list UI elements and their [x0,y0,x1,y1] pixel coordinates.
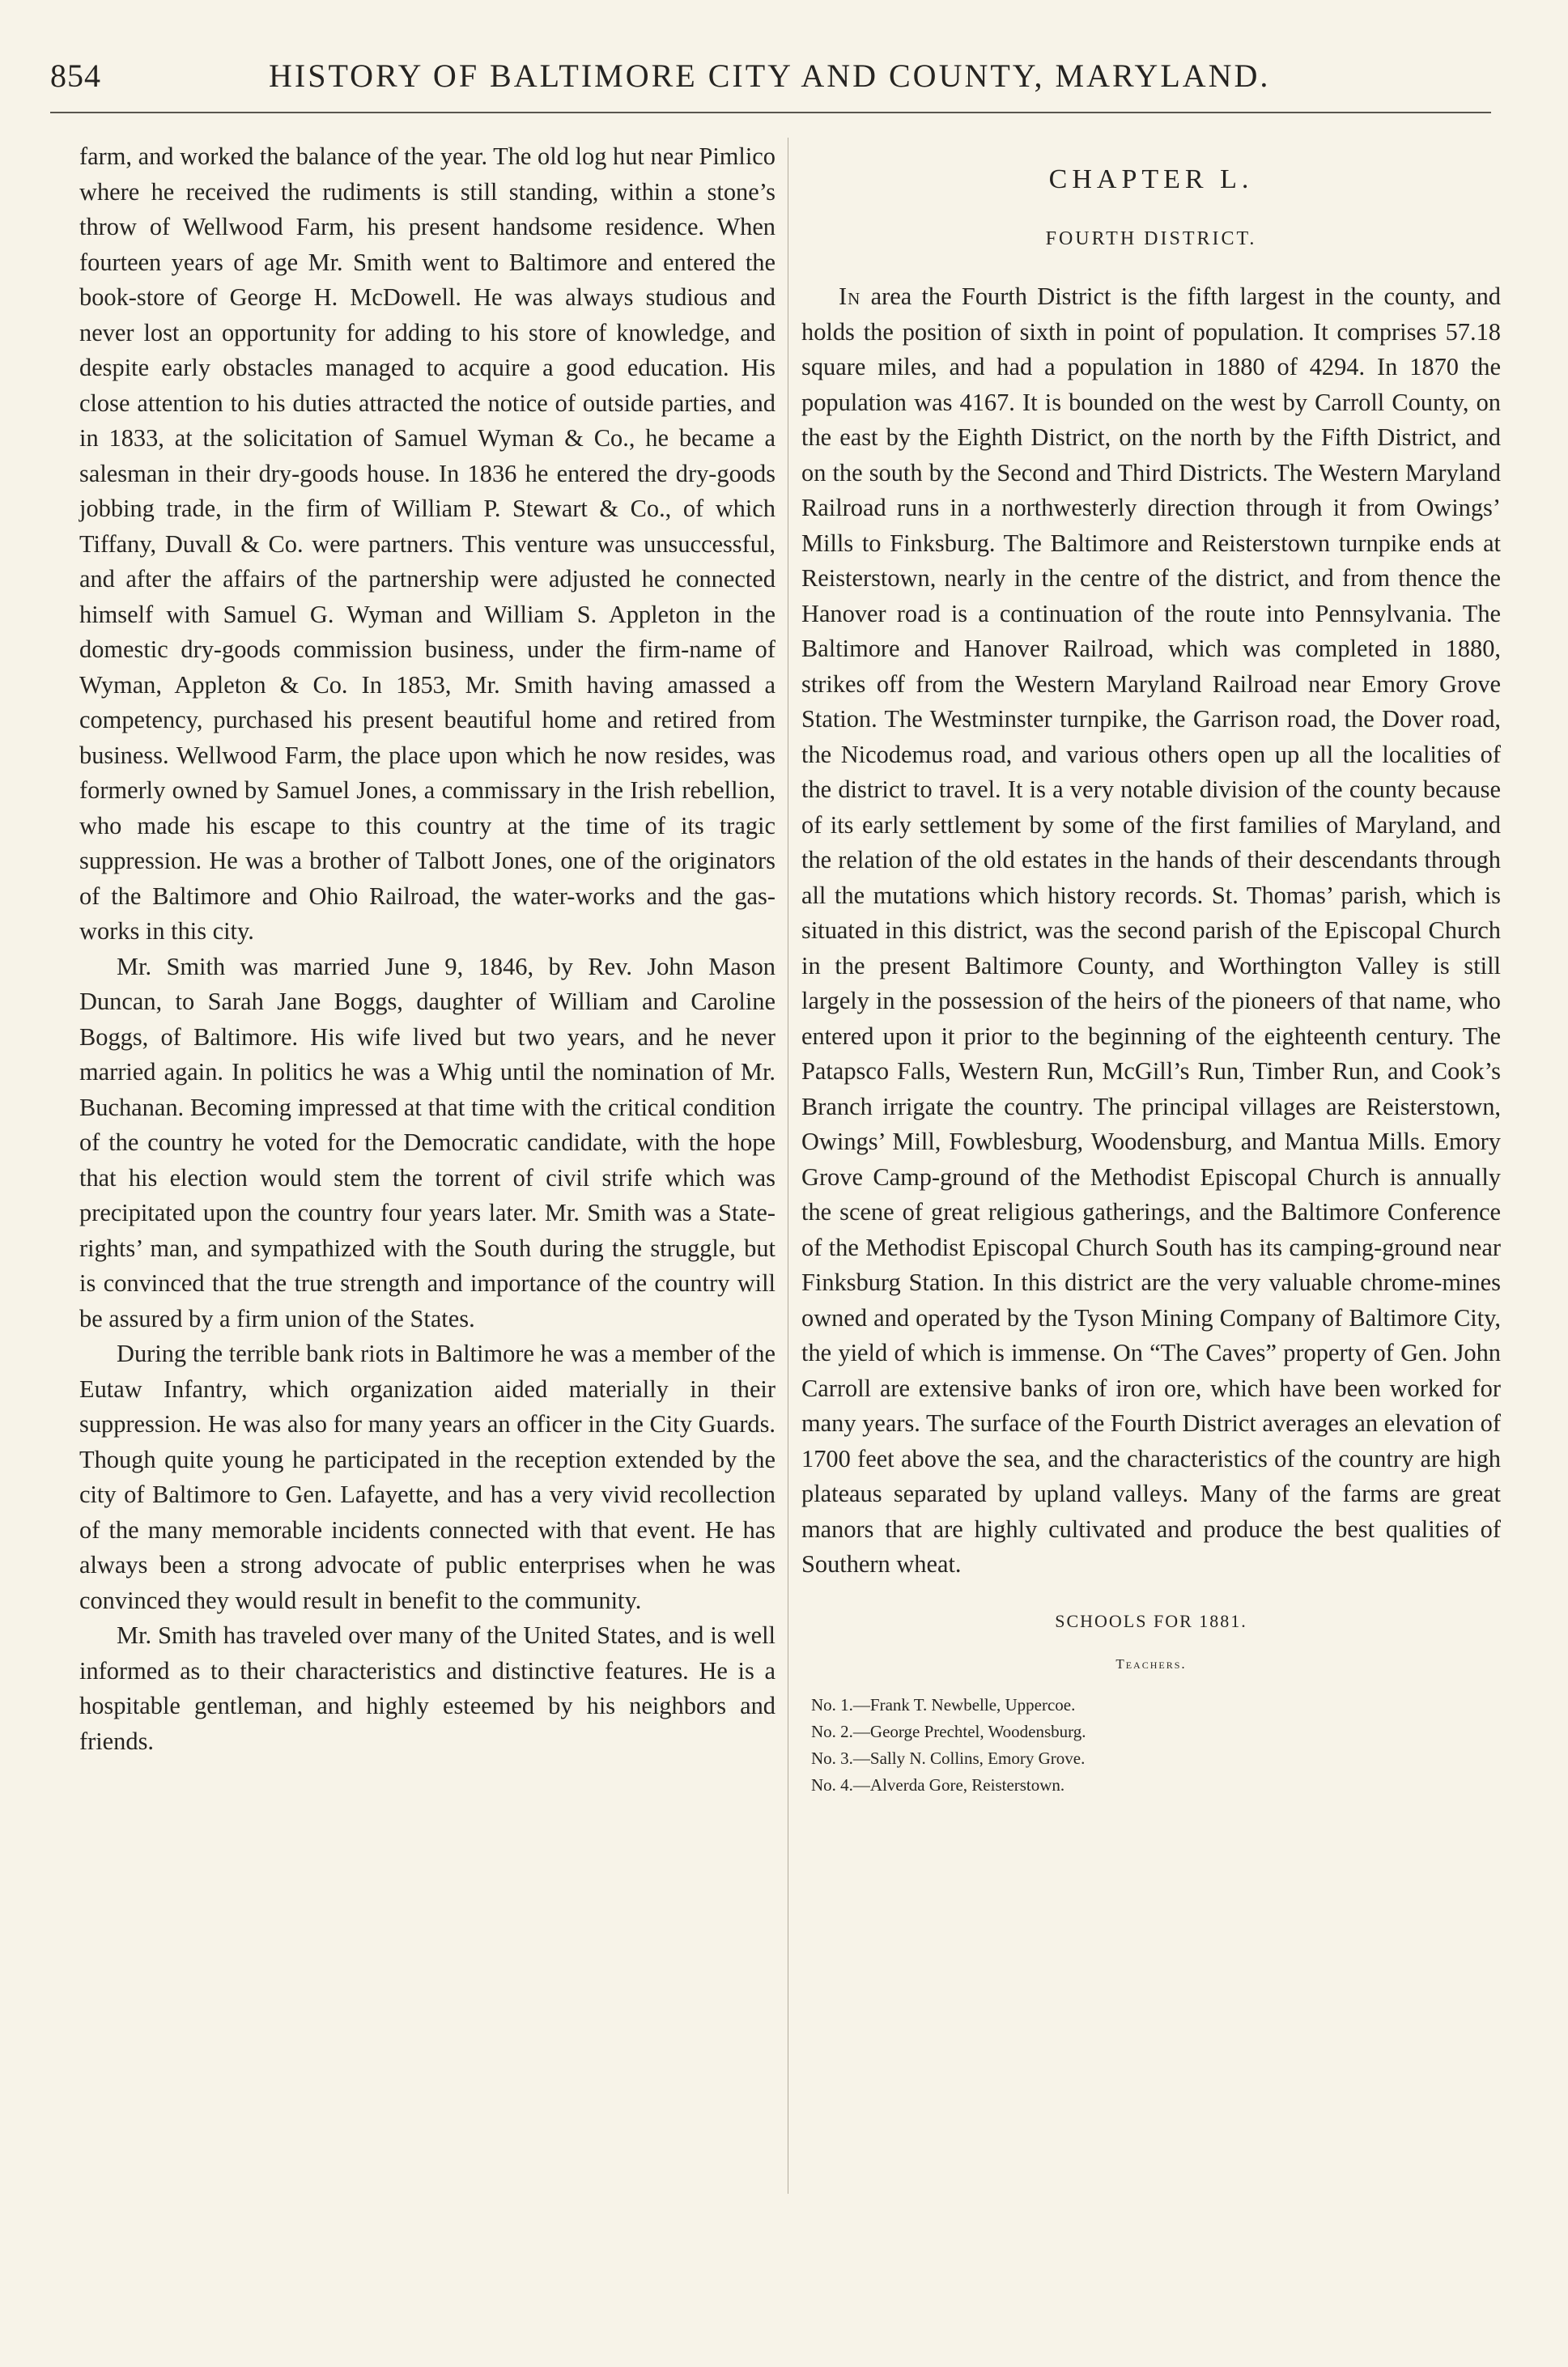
list-item: No. 4.—Alverda Gore, Reisterstown. [811,1774,1065,1795]
schools-title: SCHOOLS FOR 1881. [1055,1610,1247,1631]
list-item: No. 2.—George Prechtel, Woodensburg. [811,1721,1086,1741]
teachers-label: Teachers. [1115,1656,1187,1672]
paragraph: farm, and worked the balance of the year. The old log hut near Pimlico where he received the rudiments is still standing, within a stone’s throw of Wellwood Farm, his present handsome residence. When fourteen years of age Mr. Smith went to Baltimore and entered the book-store of George H. McDowell. He was always studious and never lost an opportunity for adding to his store of knowledge, and despite early obstacles managed to acquire a good education. His close attention to his duties attracted the notice of outside parties, and in 1833, at the solicitation of Samuel Wyman & Co., he became a salesman in their dry-goods house. In 1836 he entered the dry-goods jobbing trade, in the firm of William P. Stewart & Co., of which Tiffany, Duvall & Co. were partners. This venture was unsuccessful, and after the affairs of the partnership were adjusted he connected himself with Samuel G. Wyman and William S. Appleton in the domestic dry-goods commission business, under the firm-name of Wyman, Appleton & Co. In 1853, Mr. Smith having amassed a competency, purchased his present beautiful home and retired from business. Wellwood Farm, the place upon which he now resides, was formerly owned by Samuel Jones, a commissary in the Irish rebellion, who made his escape to this country at the time of its tragic suppression. He was a brother of Talbott Jones, one of the originators of the Baltimore and Ohio Railroad, the water-works and the gas-works in this city. [79,142,776,945]
paragraph: Mr. Smith was married June 9, 1846, by Rev. John Mason Duncan, to Sarah Jane Boggs, daughter of William and Caroline Boggs, of Baltimore. His wife lived but two years, and he never married again. In politics he was a Whig until the nomination of Mr. Buchanan. Becoming impressed at that time with the critical condition of the country he voted for the Democratic candidate, with the hope that his election would stem the torrent of civil strife which was precipitated upon the country four years later. Mr. Smith was a State-rights’ man, and sympathized with the South during the struggle, but is convinced that the true strength and importance of the country will be assured by a firm union of the States. [79,952,776,1332]
paragraph: During the terrible bank riots in Baltimore he was a member of the Eutaw Infantry, which organization aided materially in their suppression. He was also for many years an officer in the City Guards. Though quite young he participated in the reception extended by the city of Baltimore to Gen. Lafayette, and has a very vivid recollection of the many memorable incidents connected with that event. He has always been a strong advocate of public enterprises when he was convinced they would result in benefit to the community. [79,1340,776,1614]
chapter-title: CHAPTER L. [1048,164,1254,194]
chapter-subtitle: FOURTH DISTRICT. [1045,227,1257,249]
right-column [801,139,1501,1799]
page-number: 854 [50,57,101,94]
teacher-list [801,1692,1501,1799]
chapter-body [801,279,1501,1583]
left-column [79,139,776,1759]
paragraph: Mr. Smith has traveled over many of the United States, and is well informed as to their characteristics and distinctive features. He is a hospitable gentleman, and highly esteemed by his neighbors and friends. [79,1621,776,1755]
header-rule [50,112,1491,113]
chapter-body-text: area the Fourth District is the fifth largest in the county, and holds the position of sixth in point of population. It comprises 57.18 square miles, and had a population in 1880 of 4294. In 1870 the population was 4167. It is bounded on the west by Carroll County, on the east by the Eighth District, on the north by the Fifth District, and on the south by the Second and Third Districts. The Western Maryland Railroad runs in a northwesterly direction through it from Owings’ Mills to Finksburg. The Baltimore and Reisterstown turnpike ends at Reisterstown, nearly in the centre of the district, and from thence the Hanover road is a continuation of the route into Pennsylvania. The Baltimore and Hanover Railroad, which was completed in 1880, strikes off from the Western Maryland Railroad near Emory Grove Station. The Westminster turnpike, the Garrison road, the Dover road, the Nicodemus road, and various others open up all the localities of the district to travel. It is a very notable division of the county because of its early settlement by some of the first families of Maryland, and the relation of the old estates in the hands of their descendants through all the mutations which history records. St. Thomas’ parish, which is situated in this district, was the second parish of the Episcopal Church in the present Baltimore County, and Worthington Valley is still largely in the possession of the heirs of the pioneers of that name, who entered upon it prior to the beginning of the eighteenth century. The Patapsco Falls, Western Run, McGill’s Run, Timber Run, and Cook’s Branch irrigate the country. The principal villages are Reisterstown, Owings’ Mill, Fowblesburg, Woodensburg, and Mantua Mills. Emory Grove Camp-ground of the Methodist Episcopal Church is annually the scene of great religious gatherings, and the Baltimore Conference of the Methodist Episcopal Church South has its camping-ground near Finksburg Station. In this district are the very valuable chrome-mines owned and operated by the Tyson Mining Company of Baltimore City, the yield of which is immense. On “The Caves” property of Gen. John Carroll are extensive banks of iron ore, which have been worked for many years. The surface of the Fourth District averages an elevation of 1700 feet above the sea, and the characteristics of the country are high plateaus separated by upland valleys. Many of the farms are great manors that are highly cultivated and produce the best qualities of Southern wheat. [801,283,1501,1578]
running-title: HISTORY OF BALTIMORE CITY AND COUNTY, MARYLAND. [269,57,1271,94]
page-header [50,50,1313,99]
list-item: No. 3.—Sally N. Collins, Emory Grove. [811,1748,1086,1768]
first-word: In [839,283,861,310]
list-item: No. 1.—Frank T. Newbelle, Uppercoe. [811,1694,1076,1715]
